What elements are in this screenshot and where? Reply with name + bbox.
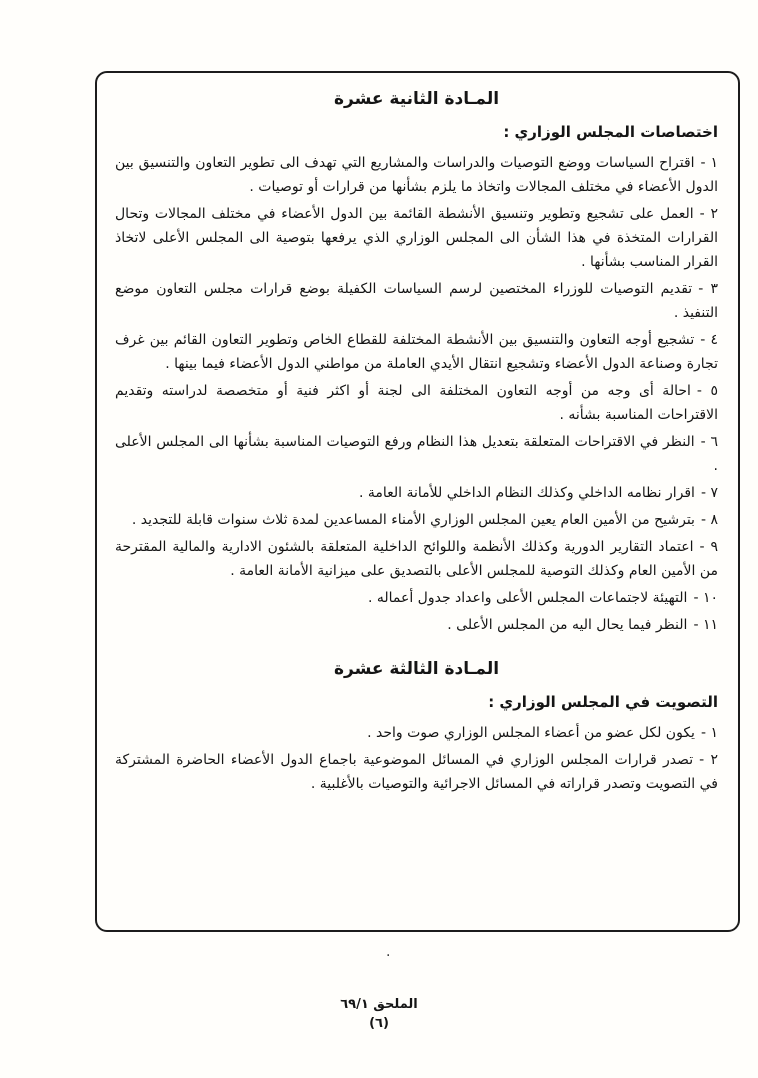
article-13-list	[115, 721, 718, 796]
item-number: ٢ -	[699, 752, 718, 768]
item-text: اقرار نظامه الداخلي وكذلك النظام الداخلي للأمانة العامة .	[358, 485, 695, 501]
item-text: تشجيع أوجه التعاون والتنسيق بين الأنشطة المختلفة للقطاع الخاص وتطوير التعاون القائم بين غرف تجارة وصناعة الدول الأعضاء وتشجيع انتقال الأيدي العاملة من مواطني الدول الأعضاء فيما بينها .	[115, 332, 718, 372]
item-number: ١ -	[700, 725, 718, 741]
item-text: اعتماد التقارير الدورية وكذلك الأنظمة واللوائح الداخلية المتعلقة بالشئون الادارية والمالية المقترحة من الأمين العام وكذلك التوصية للمجلس الأعلى بالتصديق على ميزانية الأمانة العامة .	[115, 539, 718, 579]
article-12-title: المـادة الثانية عشرة	[333, 89, 500, 109]
list-item	[115, 430, 718, 478]
list-item	[115, 151, 718, 199]
item-number: ٢ -	[699, 206, 718, 222]
item-number: ٥ -	[696, 383, 718, 399]
item-text: تصدر قرارات المجلس الوزاري في المسائل الموضوعية باجماع الدول الأعضاء الحاضرة المشتركة في التصويت وتصدر قراراته في المسائل الاجرائية والتوصيات بالأغلبية .	[115, 752, 718, 792]
item-text: العمل على تشجيع وتطوير وتنسيق الأنشطة القائمة بين الدول الأعضاء في مختلف المجالات وتحال القرارات المتخذة في هذا الشأن الى المجلس الوزاري الذي يرفعها بتوصية الى المجلس الأعلى لاتخاذ القرار المناسب بشأنها .	[115, 206, 718, 270]
item-number: ٣ -	[698, 281, 718, 297]
item-number: ٧ -	[700, 485, 718, 501]
item-text: بترشيح من الأمين العام يعين المجلس الوزاري الأمناء المساعدين لمدة ثلاث سنوات قابلة للتجديد .	[131, 512, 695, 528]
item-text: النظر فيما يحال اليه من المجلس الأعلى .	[447, 617, 688, 633]
appendix-reference: الملحق ٦٩/١	[340, 997, 418, 1012]
list-item	[115, 379, 718, 427]
item-number: ٨ -	[700, 512, 718, 528]
list-item	[115, 721, 718, 745]
content-border-box	[95, 71, 740, 932]
list-item	[115, 748, 718, 796]
item-text: يكون لكل عضو من أعضاء المجلس الوزاري صوت واحد .	[367, 725, 695, 741]
item-number: ١ -	[700, 155, 718, 171]
item-text: التهيئة لاجتماعات المجلس الأعلى واعداد جدول أعماله .	[367, 590, 688, 606]
list-item	[115, 508, 718, 532]
item-text: احالة أى وجه من أوجه التعاون المختلفة الى لجنة أو اكثر فنية أو متخصصة لدراسته وتقديم الاقتراحات المناسبة بشأنه .	[115, 383, 718, 423]
list-item	[115, 586, 718, 610]
article-12-heading: اختصاصات المجلس الوزاري :	[503, 123, 718, 141]
page-footer	[0, 997, 758, 1033]
list-item	[115, 481, 718, 505]
item-text: اقتراح السياسات ووضع التوصيات والدراسات والمشاريع التي تهدف الى تطوير التعاون والتنسيق بين الدول الأعضاء في مختلف المجالات واتخاذ ما يلزم بشأنها من قرارات أو توصيات .	[115, 155, 718, 195]
list-item	[115, 328, 718, 376]
item-text: تقديم التوصيات للوزراء المختصين لرسم السياسات الكفيلة بوضع قرارات مجلس التعاون موضع التنفيذ .	[115, 281, 718, 321]
article-12-list	[115, 151, 718, 637]
stray-mark: .	[386, 944, 391, 960]
item-number: ١٠ -	[693, 590, 718, 606]
item-number: ٤ -	[700, 332, 718, 348]
article-13-heading: التصويت في المجلس الوزاري :	[488, 693, 718, 711]
item-number: ١١ -	[693, 617, 718, 633]
item-number: ٩ -	[699, 539, 718, 555]
item-number: ٦ -	[700, 434, 718, 450]
list-item	[115, 535, 718, 583]
item-text: النظر في الاقتراحات المتعلقة بتعديل هذا النظام ورفع التوصيات المناسبة بشأنها الى المجلس الأعلى .	[115, 434, 718, 474]
article-13-title: المـادة الثالثة عشرة	[333, 659, 500, 679]
list-item	[115, 277, 718, 325]
page-number: (٦)	[369, 1016, 389, 1031]
list-item	[115, 613, 718, 637]
list-item	[115, 202, 718, 274]
